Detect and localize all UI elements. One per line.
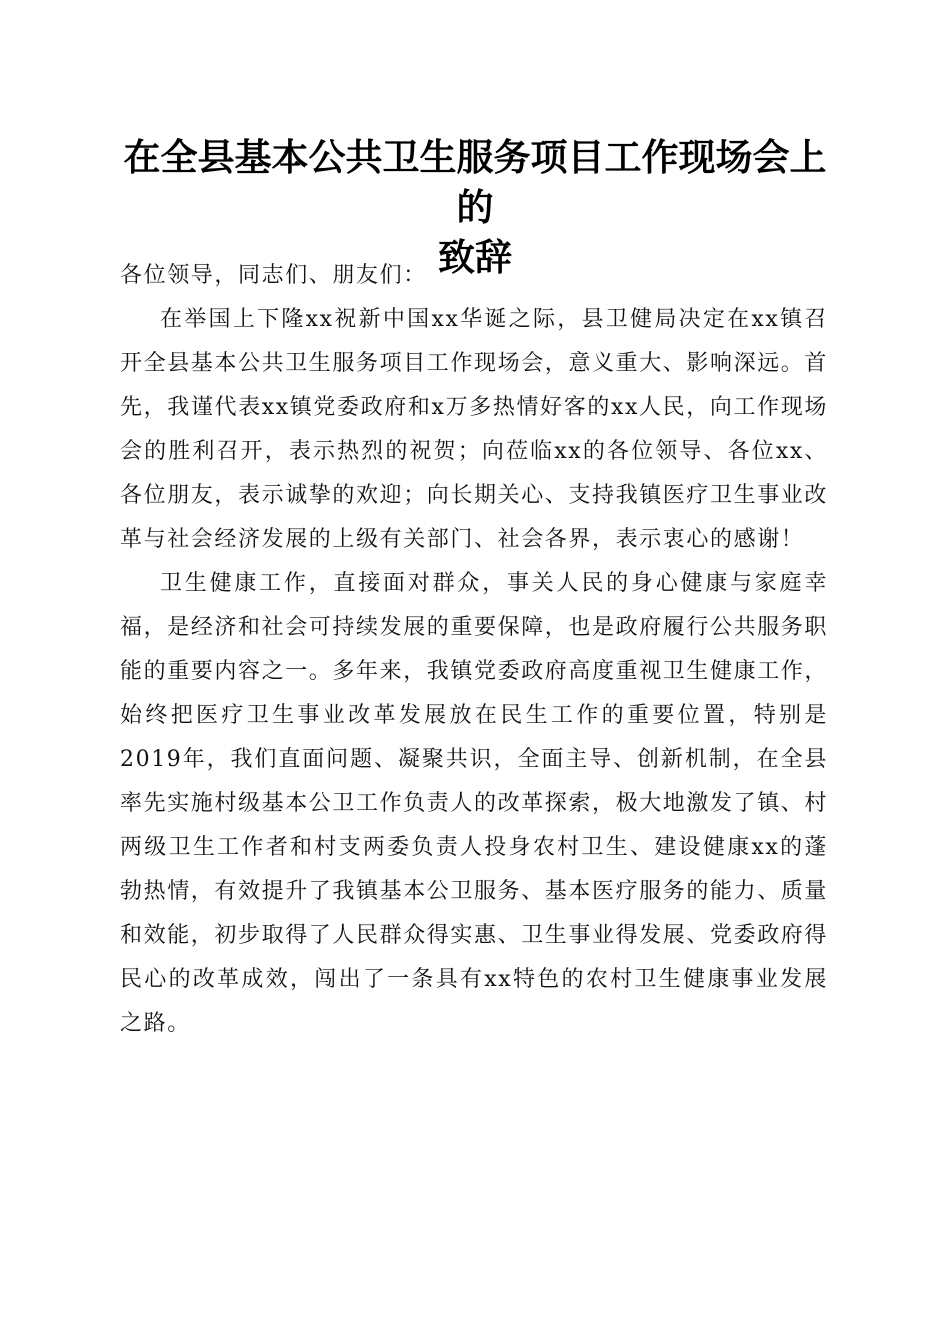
- document-body: [120, 254, 828, 1046]
- title-line-2: 致辞: [438, 235, 512, 279]
- paragraph-1: 在举国上下隆xx祝新中国xx华诞之际，县卫健局决定在xx镇召开全县基本公共卫生服务项目工作现场会，意义重大、影响深远。首先，我谨代表xx镇党委政府和x万多热情好客的xx人民，向工作现场会的胜利召开，表示热烈的祝贺；向莅临xx的各位领导、各位xx、各位朋友，表示诚挚的欢迎；向长期关心、支持我镇医疗卫生事业改革与社会经济发展的上级有关部门、社会各界，表示衷心的感谢！: [120, 307, 829, 552]
- salutation: 各位领导，同志们、朋友们：: [120, 263, 427, 288]
- paragraph-2: 卫生健康工作，直接面对群众，事关人民的身心健康与家庭幸福，是经济和社会可持续发展的重要保障，也是政府履行公共服务职能的重要内容之一。多年来，我镇党委政府高度重视卫生健康工作，始终把医疗卫生事业改革发展放在民生工作的重要位置，特别是2019年，我们直面问题、凝聚共识，全面主导、创新机制，在全县率先实施村级基本公卫工作负责人的改革探索，极大地激发了镇、村两级卫生工作者和村支两委负责人投身农村卫生、建设健康xx的蓬勃热情，有效提升了我镇基本公卫服务、基本医疗服务的能力、质量和效能，初步取得了人民群众得实惠、卫生事业得发展、党委政府得民心的改革成效，闯出了一条具有xx特色的农村卫生健康事业发展之路。: [120, 571, 829, 1036]
- title-line-1: 在全县基本公共卫生服务项目工作现场会上的: [123, 135, 827, 229]
